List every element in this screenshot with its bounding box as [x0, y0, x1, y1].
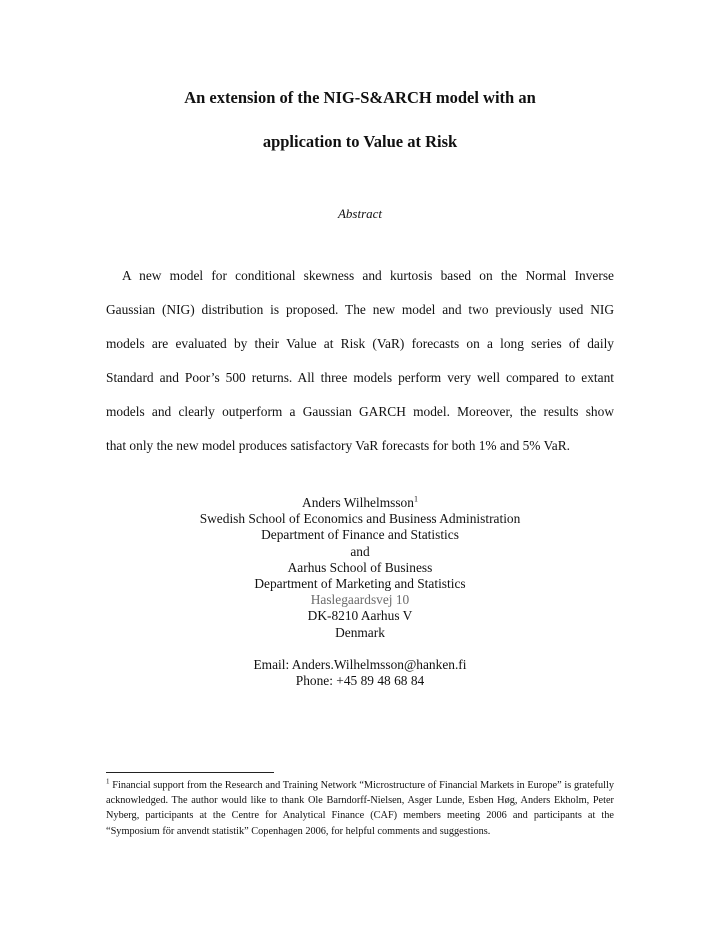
abstract-line: models are evaluated by their Value at Risk (VaR) forecasts on a long series of daily: [106, 336, 614, 351]
spacer: [0, 641, 720, 657]
abstract-line: that only the new model produces satisfactory VaR forecasts for both 1% and 5% VaR.: [106, 438, 570, 453]
department-2: Department of Marketing and Statistics: [254, 576, 466, 592]
paper-title-line-2: application to Value at Risk: [262, 132, 458, 151]
phone: Phone: +45 89 48 68 84: [295, 673, 425, 689]
abstract-line: Gaussian (NIG) distribution is proposed. The new model and two previously used NIG: [106, 302, 614, 317]
author-name: Anders Wilhelmsson: [302, 495, 414, 510]
department-1: Department of Finance and Statistics: [261, 527, 459, 543]
paper-title-line-1: An extension of the NIG-S&ARCH model with an: [184, 88, 536, 107]
conjunction: and: [350, 543, 370, 559]
author-block: [0, 495, 720, 689]
abstract-heading: Abstract: [337, 206, 383, 221]
footnote-divider: [106, 772, 274, 773]
affiliation-1: Swedish School of Economics and Business Administration: [199, 511, 521, 527]
street-address: Haslegaardsvej 10: [310, 592, 410, 608]
footnote-mark: 1: [106, 777, 110, 786]
footnote: [106, 778, 614, 839]
abstract-line: Standard and Poor’s 500 returns. All three models perform very well compared to extant: [106, 370, 614, 385]
author-footnote-mark: 1: [413, 494, 418, 504]
author-name-line: [0, 495, 720, 511]
footnote-text: Financial support from the Research and Training Network “Microstructure of Financial Markets in Europe” is gratefully acknowledged. The author would like to thank Ole Barndorff-Nielsen, Asger Lunde, Esben Høg, Anders Ekholm, Peter Nyberg, participants at the Centre for Analytical Finance (CAF) members meeting 2006 and participants at the “Symposium för anvendt statistik” Copenhagen 2006, for helpful comments and suggestions.: [106, 780, 615, 837]
abstract-line: models and clearly outperform a Gaussian GARCH model. Moreover, the results show: [106, 404, 614, 419]
abstract-line: A new model for conditional skewness and kurtosis based on the Normal Inverse: [122, 268, 614, 283]
affiliation-2: Aarhus School of Business: [287, 559, 433, 575]
city: DK-8210 Aarhus V: [307, 608, 413, 624]
email: Email: Anders.Wilhelmsson@hanken.fi: [253, 656, 467, 672]
country: Denmark: [335, 624, 385, 640]
